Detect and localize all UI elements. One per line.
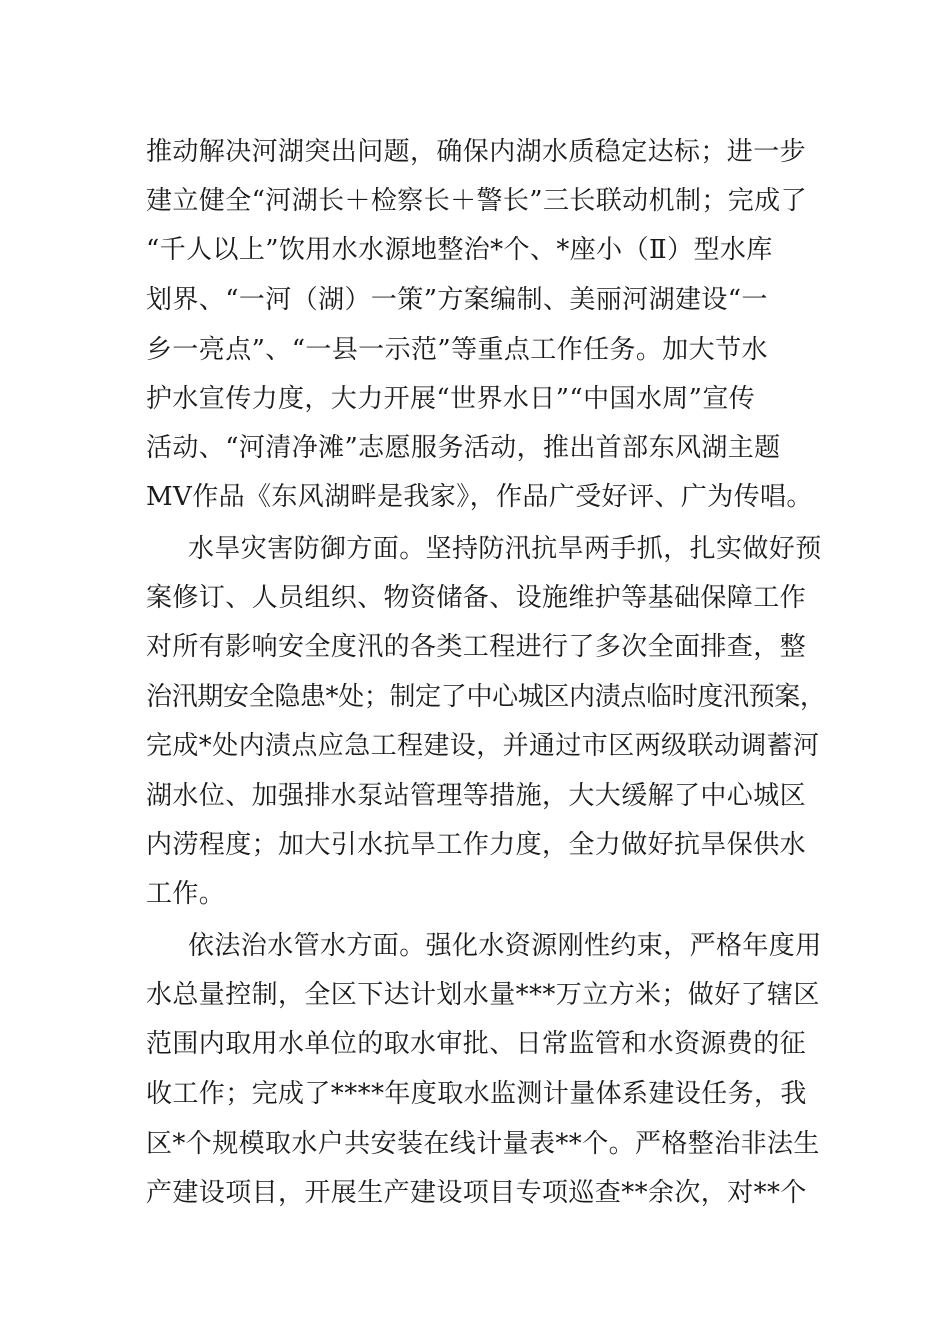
text-line: 湖水位、加强排水泵站管理等措施，大大缓解了中心城区 <box>146 781 807 811</box>
text-line: MV作品《东风湖畔是我家》，作品广受好评、广为传唱。 <box>146 482 813 512</box>
text-line: 乡一亮点”、“一县一示范”等重点工作任务。加大节水 <box>146 335 768 365</box>
paragraph-start: 水旱灾害防御方面。坚持防汛抗旱两手抓，扎实做好预 <box>188 534 822 564</box>
text-line: 区*个规模取水户共安装在线计量表**个。严格整治非法生 <box>146 1129 820 1159</box>
text-line: 内涝程度；加大引水抗旱工作力度，全力做好抗旱保供水 <box>146 830 807 860</box>
text-line: 对所有影响安全度汛的各类工程进行了多次全面排查，整 <box>146 632 807 662</box>
text-line: 推动解决河湖突出问题，确保内湖水质稳定达标；进一步 <box>146 137 807 167</box>
text-line: 完成*处内渍点应急工程建设，并通过市区两级联动调蓄河 <box>146 731 820 761</box>
paragraph-start: 依法治水管水方面。强化水资源刚性约束，严格年度用 <box>188 931 822 961</box>
text-line: 范围内取用水单位的取水审批、日常监管和水资源费的征 <box>146 1029 807 1059</box>
text-line: 划界、“一河（湖）一策”方案编制、美丽河湖建设“一 <box>146 285 768 315</box>
text-line: 案修订、人员组织、物资储备、设施维护等基础保障工作 <box>146 583 807 613</box>
text-line: 活动、“河清净滩”志愿服务活动，推出首部东风湖主题 <box>146 433 781 463</box>
text-line: 建立健全“河湖长＋检察长＋警长”三长联动机制；完成了 <box>146 186 807 216</box>
text-line: 水总量控制，全区下达计划水量***万立方米；做好了辖区 <box>146 980 820 1010</box>
text-line: 收工作；完成了****年度取水监测计量体系建设任务，我 <box>146 1079 807 1109</box>
text-line: “千人以上”饮用水水源地整治*个、*座小（Ⅱ）型水库 <box>146 235 773 265</box>
text-line: 治汛期安全隐患*处；制定了中心城区内渍点临时度汛预案， <box>146 682 826 712</box>
text-line: 护水宣传力度，大力开展“世界水日”“中国水周”宣传 <box>146 384 756 414</box>
text-line: 产建设项目，开展生产建设项目专项巡查**余次，对**个 <box>146 1178 807 1208</box>
text-line: 工作。 <box>146 879 226 909</box>
